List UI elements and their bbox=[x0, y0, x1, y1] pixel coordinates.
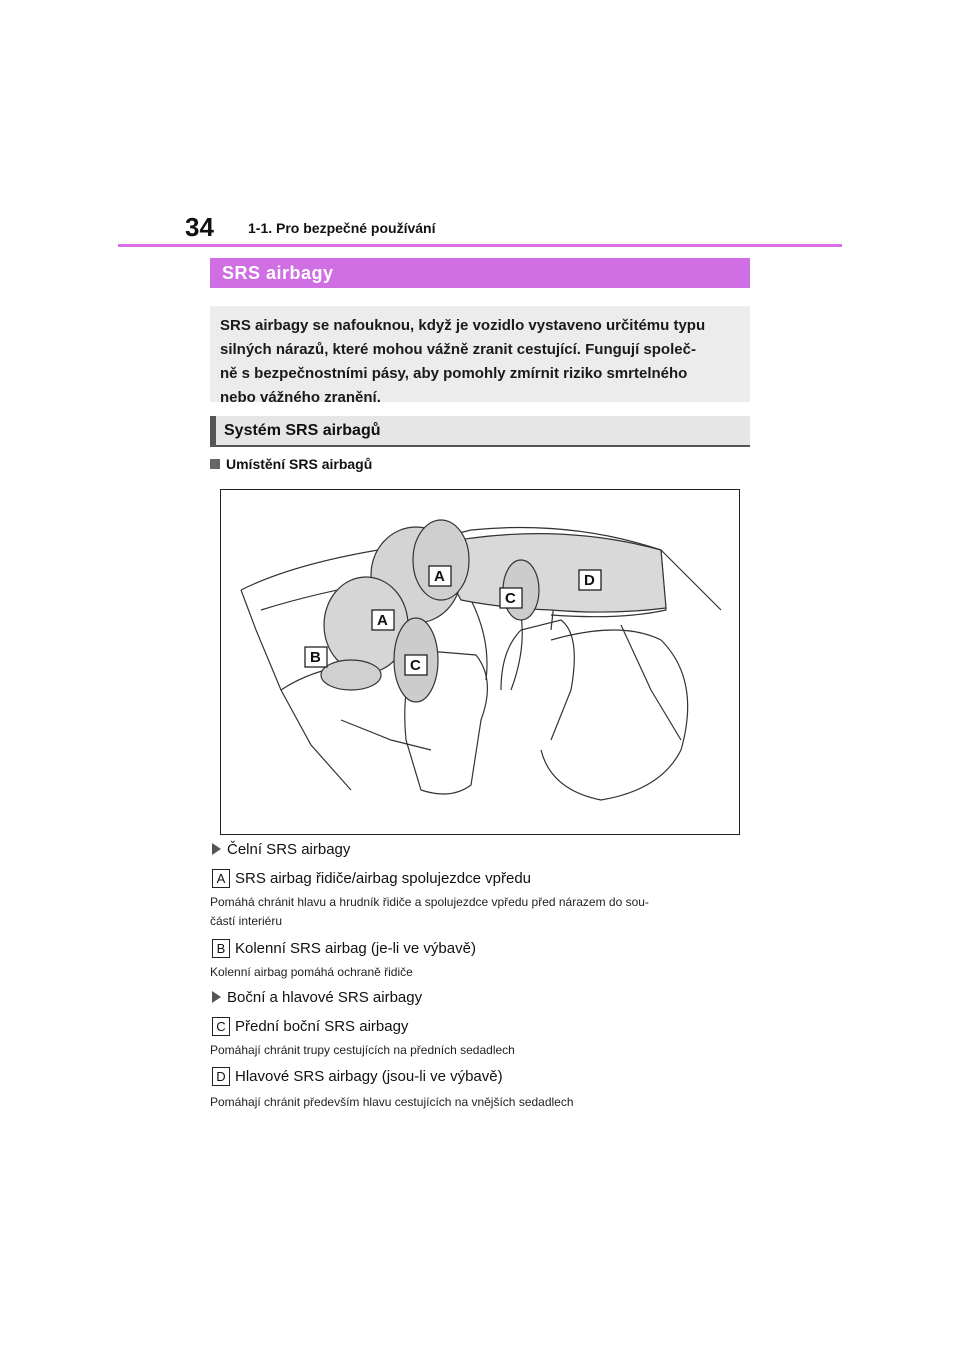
note-line: Pomáhají chránit trupy cestujících na předních sedadlech bbox=[210, 1043, 515, 1057]
subsection-title: Umístění SRS airbagů bbox=[226, 456, 373, 472]
intro-line: ně s bezpečnostními pásy, aby pomohly zmírnit riziko smrtelného bbox=[220, 365, 688, 382]
airbag-illustration bbox=[220, 489, 740, 835]
chapter-title: 1-1. Pro bezpečné používání bbox=[248, 220, 436, 236]
figure-label-a2: A bbox=[377, 612, 388, 629]
intro-line: SRS airbagy se nafouknou, když je vozidlo vystaveno určitému typu bbox=[220, 317, 706, 334]
letter-badge: C bbox=[212, 1017, 230, 1036]
car-interior-drawing bbox=[221, 490, 739, 834]
group-label: Boční a hlavové SRS airbagy bbox=[227, 989, 423, 1006]
item-b-notes bbox=[210, 963, 413, 982]
item-d bbox=[212, 1067, 503, 1086]
group-frontal bbox=[212, 841, 350, 858]
intro-box bbox=[210, 306, 750, 406]
item-b bbox=[212, 939, 476, 958]
figure-label-b: B bbox=[310, 649, 321, 666]
item-a bbox=[212, 869, 531, 888]
passenger-frontal-airbag-fold bbox=[413, 520, 469, 600]
item-title: Hlavové SRS airbagy (jsou-li ve výbavě) bbox=[235, 1068, 503, 1085]
header-divider bbox=[118, 244, 842, 247]
item-a-notes bbox=[210, 893, 649, 931]
triangle-bullet-icon bbox=[212, 991, 221, 1003]
group-side-curtain bbox=[212, 989, 422, 1006]
subheading-title: Systém SRS airbagů bbox=[210, 416, 750, 447]
section-title: SRS airbagy bbox=[210, 258, 750, 288]
note-line: Kolenní airbag pomáhá ochraně řidiče bbox=[210, 965, 413, 979]
letter-badge: D bbox=[212, 1067, 230, 1086]
square-bullet-icon bbox=[210, 459, 220, 469]
figure-label-a1: A bbox=[434, 568, 445, 585]
intro-line: silných nárazů, které mohou vážně zranit cestující. Fungují společ- bbox=[220, 341, 696, 358]
item-title: SRS airbag řidiče/airbag spolujezdce vpředu bbox=[235, 870, 532, 887]
triangle-bullet-icon bbox=[212, 843, 221, 855]
subsection-heading bbox=[210, 456, 372, 472]
item-title: Přední boční SRS airbagy bbox=[235, 1018, 409, 1035]
knee-airbag-shape bbox=[321, 660, 381, 690]
figure-label-d: D bbox=[584, 572, 595, 589]
item-d-notes bbox=[210, 1093, 574, 1112]
floor-rail bbox=[341, 720, 431, 750]
item-c-notes bbox=[210, 1041, 515, 1060]
figure-label-c1: C bbox=[505, 590, 516, 607]
page-number: 34 bbox=[185, 212, 214, 242]
intro-line: nebo vážného zranění. bbox=[220, 389, 381, 406]
note-line: Pomáhá chránit hlavu a hrudník řidiče a spolujezdce vpředu před nárazem do sou- bbox=[210, 895, 649, 909]
item-title: Kolenní SRS airbag (je-li ve výbavě) bbox=[235, 940, 476, 957]
letter-badge: A bbox=[212, 869, 230, 888]
passenger-seat bbox=[501, 620, 574, 740]
note-line: Pomáhají chránit především hlavu cestujících na vnějších sedadlech bbox=[210, 1095, 574, 1109]
item-c bbox=[212, 1017, 408, 1036]
group-label: Čelní SRS airbagy bbox=[227, 841, 351, 858]
figure-label-c2: C bbox=[410, 657, 421, 674]
note-line: částí interiéru bbox=[210, 914, 283, 928]
letter-badge: B bbox=[212, 939, 230, 958]
seat-belt bbox=[621, 625, 681, 740]
